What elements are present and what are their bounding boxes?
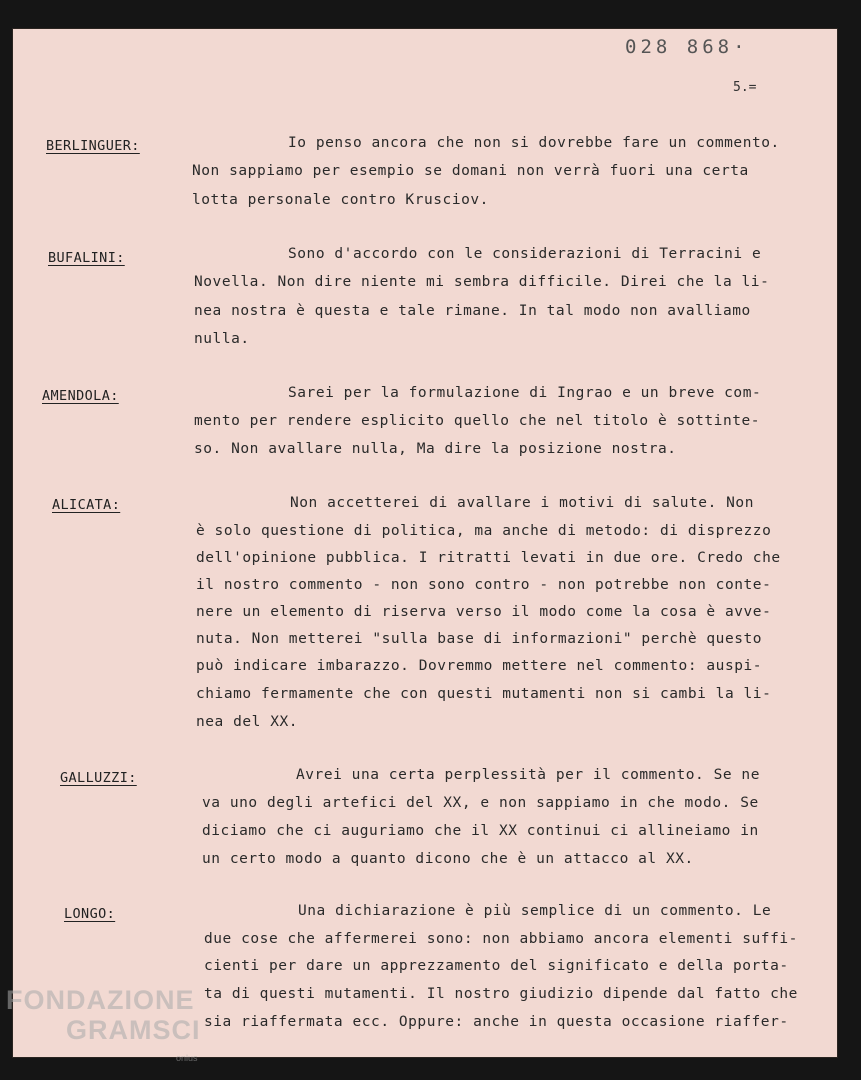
watermark-line-3: onlus (176, 1053, 198, 1063)
page-number: 5.= (733, 80, 757, 95)
speaker-name: BERLINGUER: (46, 138, 140, 154)
transcript-line: Io penso ancora che non si dovrebbe fare un commento. (288, 135, 780, 151)
speaker-name: AMENDOLA: (42, 388, 119, 404)
watermark-line-2: GRAMSCI (66, 1015, 201, 1045)
transcript-line: il nostro commento - non sono contro - non potrebbe non conte- (196, 577, 772, 593)
transcript-line: diciamo che ci auguriamo che il XX continui ci allineiamo in (202, 823, 759, 839)
transcript-line: Non sappiamo per esempio se domani non verrà fuori una certa (192, 163, 749, 179)
transcript-line: nea nostra è questa e tale rimane. In tal modo non avalliamo (194, 303, 751, 319)
transcript-line: può indicare imbarazzo. Dovremmo mettere nel commento: auspi- (196, 658, 763, 674)
transcript-line: Sono d'accordo con le considerazioni di Terracini e (288, 246, 762, 262)
archive-number: 028 868· (625, 36, 749, 58)
speaker-name: LONGO: (64, 906, 116, 922)
transcript-line: è solo questione di politica, ma anche di metodo: di disprezzo (196, 523, 772, 539)
transcript-line: so. Non avallare nulla, Ma dire la posizione nostra. (194, 441, 677, 457)
speaker-name: BUFALINI: (48, 250, 125, 266)
transcript-line: nere un elemento di riserva verso il modo come la cosa è avve- (196, 604, 772, 620)
speaker-name: GALLUZZI: (60, 770, 137, 786)
transcript-line: nea del XX. (196, 714, 299, 730)
transcript-line: Avrei una certa perplessità per il commento. Se ne (296, 767, 760, 783)
transcript-line: lotta personale contro Krusciov. (192, 192, 489, 208)
transcript-line: mento per rendere esplicito quello che nel titolo è sottinte- (194, 413, 761, 429)
watermark-line-1: FONDAZIONE (6, 985, 195, 1015)
transcript-line: sia riaffermata ecc. Oppure: anche in questa occasione riaffer- (204, 1014, 789, 1030)
transcript-line: Sarei per la formulazione di Ingrao e un breve com- (288, 385, 762, 401)
transcript-line: dell'opinione pubblica. I ritratti levati in due ore. Credo che (196, 550, 781, 566)
transcript-line: Non accetterei di avallare i motivi di salute. Non (290, 495, 754, 511)
transcript-line: Una dichiarazione è più semplice di un commento. Le (298, 903, 772, 919)
transcript-line: nulla. (194, 331, 250, 347)
transcript-line: Novella. Non dire niente mi sembra difficile. Direi che la li- (194, 274, 770, 290)
transcript-line: va uno degli artefici del XX, e non sappiamo in che modo. Se (202, 795, 759, 811)
speaker-name: ALICATA: (52, 497, 121, 513)
transcript-line: due cose che affermerei sono: non abbiamo ancora elementi suffi- (204, 931, 798, 947)
fondazione-gramsci-watermark (6, 985, 201, 1063)
transcript-line: cienti per dare un apprezzamento del significato e della porta- (204, 958, 789, 974)
transcript-line: chiamo fermamente che con questi mutamenti non si cambi la li- (196, 686, 772, 702)
transcript-line: nuta. Non metterei "sulla base di informazioni" perchè questo (196, 631, 763, 647)
transcript-line: un certo modo a quanto dicono che è un attacco al XX. (202, 851, 694, 867)
transcript-line: ta di questi mutamenti. Il nostro giudizio dipende dal fatto che (204, 986, 798, 1002)
